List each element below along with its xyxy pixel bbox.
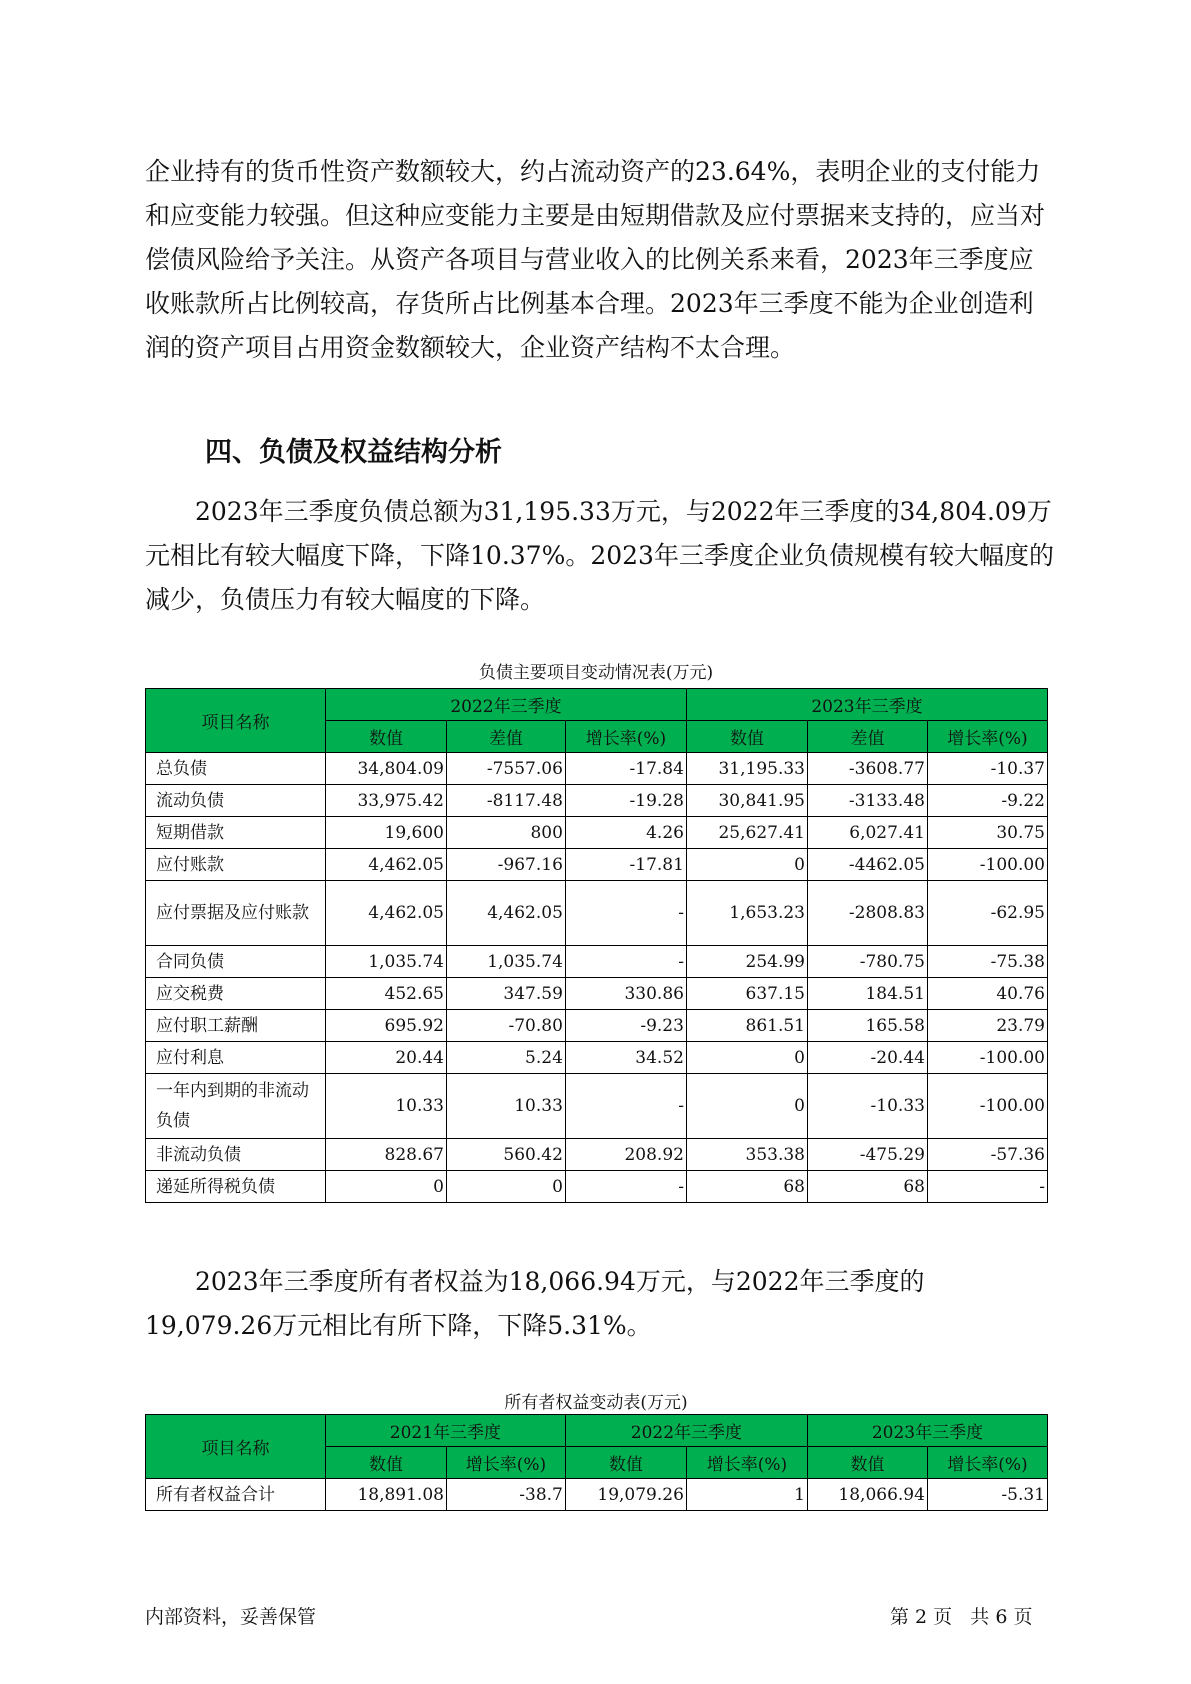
liability-table: [145, 688, 1048, 1203]
period-header: 2022年三季度: [565, 1415, 807, 1447]
footer-page-number: 第 2 页 共 6 页: [890, 1606, 1033, 1628]
column-header: 差值: [808, 721, 928, 753]
table-row: [146, 1042, 1048, 1074]
value-cell: -967.16: [447, 849, 566, 881]
value-cell: -19.28: [565, 785, 686, 817]
row-label-cell: 应交税费: [146, 978, 326, 1010]
value-cell: -4462.05: [808, 849, 928, 881]
value-cell: 800: [447, 817, 566, 849]
value-cell: -2808.83: [808, 881, 928, 946]
column-header: 增长率(%): [927, 721, 1047, 753]
value-cell: 4,462.05: [325, 881, 446, 946]
table-row: [146, 946, 1048, 978]
equity-table-caption: 所有者权益变动表(万元): [504, 1393, 688, 1413]
value-cell: -100.00: [927, 1074, 1047, 1139]
value-cell: 23.79: [927, 1010, 1047, 1042]
table-row: [146, 1139, 1048, 1171]
value-cell: 1,035.74: [447, 946, 566, 978]
value-cell: -38.7: [446, 1479, 565, 1511]
value-cell: -: [565, 946, 686, 978]
column-header: 增长率(%): [565, 721, 686, 753]
value-cell: -17.81: [565, 849, 686, 881]
value-cell: 0: [325, 1171, 446, 1203]
value-cell: 861.51: [686, 1010, 807, 1042]
column-header: 增长率(%): [927, 1447, 1047, 1479]
value-cell: 6,027.41: [808, 817, 928, 849]
row-label-cell: 短期借款: [146, 817, 326, 849]
value-cell: 208.92: [565, 1139, 686, 1171]
value-cell: 20.44: [325, 1042, 446, 1074]
value-cell: 4.26: [565, 817, 686, 849]
table-row: [146, 817, 1048, 849]
value-cell: -: [927, 1171, 1047, 1203]
row-label-cell: 合同负债: [146, 946, 326, 978]
value-cell: -475.29: [808, 1139, 928, 1171]
column-header: 数值: [565, 1447, 686, 1479]
value-cell: 25,627.41: [686, 817, 807, 849]
value-cell: 30.75: [927, 817, 1047, 849]
footer-confidential-note: 内部资料，妥善保管: [145, 1606, 317, 1628]
column-header: 数值: [325, 1447, 446, 1479]
period-header: 2022年三季度: [325, 689, 686, 721]
value-cell: 40.76: [927, 978, 1047, 1010]
table-row: [146, 1479, 1048, 1511]
value-cell: 452.65: [325, 978, 446, 1010]
row-label-cell: 所有者权益合计: [146, 1479, 326, 1511]
value-cell: 165.58: [808, 1010, 928, 1042]
period-header: 2023年三季度: [807, 1415, 1047, 1447]
table-row: [146, 978, 1048, 1010]
section-heading: 四、负债及权益结构分析: [205, 437, 502, 468]
value-cell: -3608.77: [808, 753, 928, 785]
row-label-cell: 应付职工薪酬: [146, 1010, 326, 1042]
row-label-cell: 应付利息: [146, 1042, 326, 1074]
item-name-header: 项目名称: [146, 1415, 326, 1479]
row-label-cell: 总负债: [146, 753, 326, 785]
table-row: [146, 881, 1048, 946]
column-header: 增长率(%): [686, 1447, 807, 1479]
liability-summary-paragraph: 2023年三季度负债总额为31,195.33万元，与2022年三季度的34,804.09万元相比有较大幅度下降，下降10.37%。2023年三季度企业负债规模有较大幅度的减少，负债压力有较大幅度的下降。: [145, 497, 1054, 614]
table-row: [146, 753, 1048, 785]
table-header-row: [146, 1415, 1048, 1447]
value-cell: 637.15: [686, 978, 807, 1010]
period-header: 2021年三季度: [325, 1415, 565, 1447]
row-label-cell: 应付账款: [146, 849, 326, 881]
equity-summary-paragraph: 2023年三季度所有者权益为18,066.94万元，与2022年三季度的19,079.26万元相比有所下降，下降5.31%。: [145, 1267, 925, 1340]
value-cell: 0: [686, 849, 807, 881]
value-cell: 33,975.42: [325, 785, 446, 817]
value-cell: -9.22: [927, 785, 1047, 817]
value-cell: -75.38: [927, 946, 1047, 978]
column-header: 数值: [807, 1447, 927, 1479]
row-label-cell: 应付票据及应付账款: [146, 881, 326, 946]
equity-table-body: [146, 1479, 1048, 1511]
value-cell: -: [565, 1074, 686, 1139]
value-cell: -: [565, 881, 686, 946]
value-cell: 0: [447, 1171, 566, 1203]
table-row: [146, 785, 1048, 817]
row-label-cell: 流动负债: [146, 785, 326, 817]
value-cell: 695.92: [325, 1010, 446, 1042]
value-cell: 184.51: [808, 978, 928, 1010]
value-cell: 347.59: [447, 978, 566, 1010]
value-cell: -9.23: [565, 1010, 686, 1042]
value-cell: -10.33: [808, 1074, 928, 1139]
value-cell: 5.24: [447, 1042, 566, 1074]
table-row: [146, 1074, 1048, 1139]
item-name-header: 项目名称: [146, 689, 326, 753]
value-cell: 19,079.26: [565, 1479, 686, 1511]
value-cell: 18,066.94: [807, 1479, 927, 1511]
value-cell: -8117.48: [447, 785, 566, 817]
value-cell: -17.84: [565, 753, 686, 785]
value-cell: 0: [686, 1042, 807, 1074]
column-header: 数值: [325, 721, 446, 753]
column-header: 差值: [447, 721, 566, 753]
column-header: 数值: [686, 721, 807, 753]
value-cell: -10.37: [927, 753, 1047, 785]
equity-table: [145, 1414, 1048, 1511]
period-header: 2023年三季度: [686, 689, 1047, 721]
liability-table-body: [146, 753, 1048, 1203]
value-cell: 10.33: [325, 1074, 446, 1139]
asset-conclusion-paragraph: 企业持有的货币性资产数额较大，约占流动资产的23.64%，表明企业的支付能力和应变能力较强。但这种应变能力主要是由短期借款及应付票据来支持的，应当对偿债风险给予关注。从资产各项目与营业收入的比例关系来看，2023年三季度应收账款所占比例较高，存货所占比例基本合理。2023年三季度不能为企业创造利润的资产项目占用资金数额较大，企业资产结构不太合理。: [145, 157, 1046, 362]
value-cell: 828.67: [325, 1139, 446, 1171]
value-cell: 4,462.05: [447, 881, 566, 946]
value-cell: 353.38: [686, 1139, 807, 1171]
liability-table-caption: 负债主要项目变动情况表(万元): [478, 663, 714, 683]
value-cell: 31,195.33: [686, 753, 807, 785]
row-label-cell: 一年内到期的非流动负债: [146, 1074, 326, 1139]
value-cell: 1: [686, 1479, 807, 1511]
value-cell: -5.31: [927, 1479, 1047, 1511]
table-row: [146, 1010, 1048, 1042]
value-cell: 4,462.05: [325, 849, 446, 881]
value-cell: 34,804.09: [325, 753, 446, 785]
row-label-cell: 非流动负债: [146, 1139, 326, 1171]
value-cell: 560.42: [447, 1139, 566, 1171]
value-cell: 30,841.95: [686, 785, 807, 817]
value-cell: 1,035.74: [325, 946, 446, 978]
value-cell: 18,891.08: [325, 1479, 446, 1511]
value-cell: 254.99: [686, 946, 807, 978]
table-header-row: [146, 689, 1048, 721]
table-row: [146, 1171, 1048, 1203]
value-cell: -62.95: [927, 881, 1047, 946]
value-cell: -70.80: [447, 1010, 566, 1042]
value-cell: -: [565, 1171, 686, 1203]
table-row: [146, 849, 1048, 881]
value-cell: 1,653.23: [686, 881, 807, 946]
value-cell: 330.86: [565, 978, 686, 1010]
value-cell: 34.52: [565, 1042, 686, 1074]
row-label-cell: 递延所得税负债: [146, 1171, 326, 1203]
value-cell: -100.00: [927, 1042, 1047, 1074]
value-cell: 68: [686, 1171, 807, 1203]
value-cell: -57.36: [927, 1139, 1047, 1171]
value-cell: 10.33: [447, 1074, 566, 1139]
value-cell: -780.75: [808, 946, 928, 978]
value-cell: -100.00: [927, 849, 1047, 881]
value-cell: -20.44: [808, 1042, 928, 1074]
value-cell: -3133.48: [808, 785, 928, 817]
value-cell: 68: [808, 1171, 928, 1203]
value-cell: 19,600: [325, 817, 446, 849]
value-cell: -7557.06: [447, 753, 566, 785]
value-cell: 0: [686, 1074, 807, 1139]
column-header: 增长率(%): [446, 1447, 565, 1479]
